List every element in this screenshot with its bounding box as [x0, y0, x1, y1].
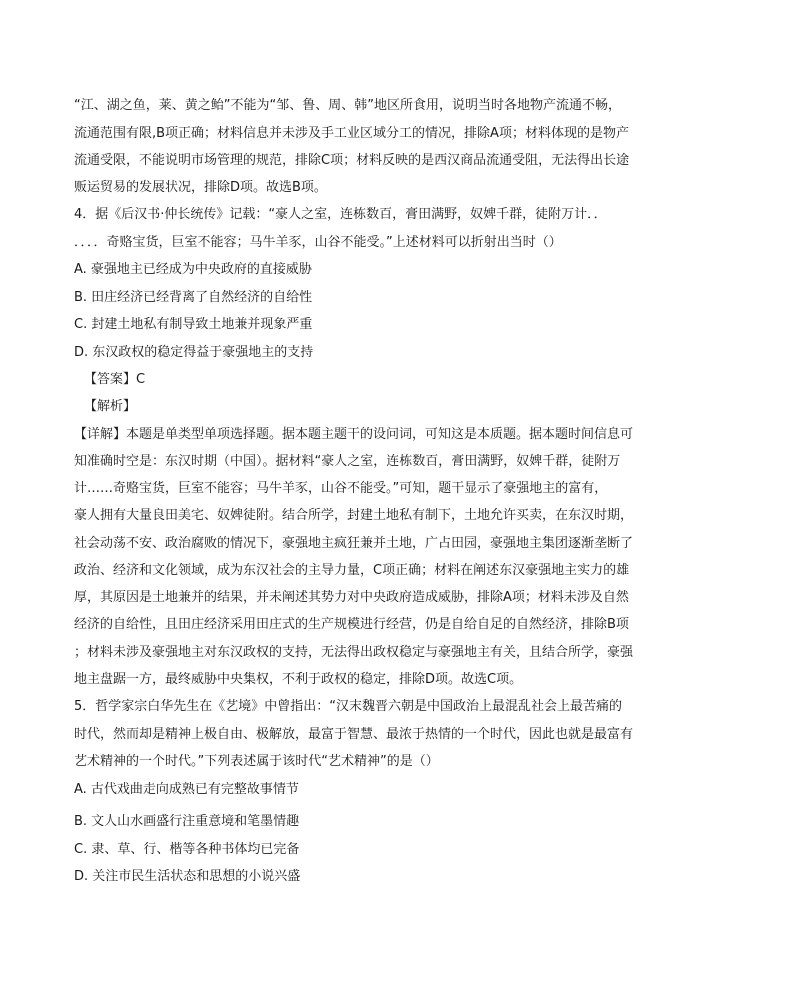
option-b: B. 文人山水画盛行注重意境和笔墨情趣 [74, 814, 300, 829]
detail-line: 厚，其原因是土地兼并的结果，并未阐述其势力对中央政府造成威胁，排除A项；材料未涉及自然 [74, 590, 629, 605]
detail-line: 计……奇赂宝货，巨室不能容；马牛羊豕，山谷不能受。”可知，题干显示了豪强地主的富有， [74, 481, 608, 496]
question-stem: ．．．．奇赂宝货，巨室不能容；马牛羊豕，山谷不能受。”上述材料可以折射出当时（） [74, 235, 562, 250]
detail-line: 地主盘踞一方，最终威胁中央集权，不利于政权的稳定，排除D项。故选C项。 [74, 672, 523, 687]
text-line: 流通受限，不能说明市场管理的规范，排除C项；材料反映的是西汉商品流通受阻，无法得出长途 [74, 153, 630, 168]
question-stem: 艺术精神的一个时代。”下列表述属于该时代“艺术精神”的是（） [74, 754, 439, 769]
option-c: C. 隶、草、行、楷等各种书体均已完备 [74, 842, 300, 857]
detail-line: 政治、经济和文化领域，成为东汉社会的主导力量，C项正确；材料在阐述东汉豪强地主实力的雄 [74, 563, 630, 578]
detail-line: 经济的自给性，且田庄经济采用田庄式的生产规模进行经营，仍是自给自足的自然经济，排除B项 [74, 617, 629, 632]
option-b: B. 田庄经济已经背离了自然经济的自给性 [74, 290, 313, 305]
detail-line: 知准确时空是：东汉时期（中国）。据材料“豪人之室，连栋数百，膏田满野，奴婢千群，徒附万 [74, 454, 621, 469]
detail-line: 【详解】本题是单类型单项选择题。据本题主题干的设问词，可知这是本质题。据本题时间信息可 [74, 427, 634, 442]
option-a: A. 豪强地主已经成为中央政府的直接威胁 [74, 262, 312, 277]
detail-line: 豪人拥有大量良田美宅、奴婢徒附。结合所学，封建土地私有制下，土地允许买卖，在东汉时期， [74, 508, 634, 523]
detail-line: 社会动荡不安、政治腐败的情况下，豪强地主疯狂兼并土地，广占田园，豪强地主集团逐渐垄断了 [74, 536, 634, 551]
text-line: “江、湖之鱼，莱、黄之鲐”不能为“邹、鲁、周、韩”地区所食用，说明当时各地物产流通不畅， [74, 98, 621, 113]
question-stem: 4．据《后汉书·仲长统传》记载：“豪人之室，连栋数百，膏田满野，奴婢千群，徒附万计．． [74, 207, 607, 222]
detail-line: ；材料未涉及豪强地主对东汉政权的支持，无法得出政权稳定与豪强地主有关，且结合所学，豪强 [74, 645, 634, 660]
text-line: 流通范围有限,B项正确；材料信息并未涉及手工业区域分工的情况，排除A项；材料体现的是物产 [74, 126, 629, 141]
question-stem: 5．哲学家宗白华先生在《艺境》中曾指出：“汉末魏晋六朝是中国政治上最混乱社会上最苦痛的 [74, 699, 623, 714]
question-stem: 时代，然而却是精神上极自由、极解放，最富于智慧、最浓于热情的一个时代，因此也就是最富有 [74, 727, 634, 742]
text-line: 贩运贸易的发展状况，排除D项。故选B项。 [74, 180, 327, 195]
option-d: D. 关注市民生活状态和思想的小说兴盛 [74, 869, 301, 884]
analysis-label: 【解析】 [84, 399, 137, 414]
option-d: D. 东汉政权的稳定得益于豪强地主的支持 [74, 345, 314, 360]
option-c: C. 封建土地私有制导致土地兼并现象严重 [74, 317, 313, 332]
answer-label: 【答案】C [84, 372, 146, 387]
option-a: A. 古代戏曲走向成熟已有完整故事情节 [74, 782, 299, 797]
